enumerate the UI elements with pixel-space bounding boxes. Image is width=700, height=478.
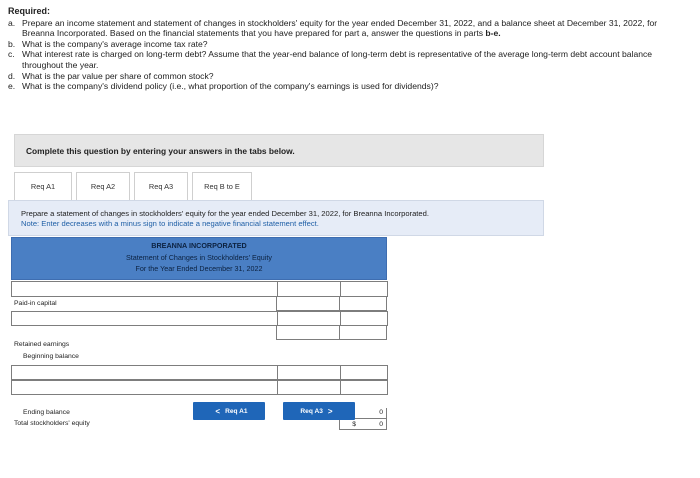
total-input[interactable] xyxy=(340,380,388,395)
total-equity-value[interactable]: $ 0 xyxy=(339,418,387,430)
requirement-item xyxy=(8,71,688,82)
amount-input[interactable] xyxy=(276,325,340,340)
requirement-text xyxy=(22,39,688,50)
prev-tab-button[interactable] xyxy=(193,402,265,420)
ending-balance-label: Ending balance xyxy=(23,409,70,416)
next-tab-label: Req A3 xyxy=(300,407,323,415)
total-input[interactable] xyxy=(339,325,387,340)
tab-req-b-to-e[interactable]: Req B to E xyxy=(192,172,252,200)
prev-tab-label: Req A1 xyxy=(225,407,248,415)
input-row[interactable] xyxy=(11,380,387,395)
amount-input[interactable] xyxy=(277,380,341,395)
requirement-letter: a. xyxy=(8,17,16,28)
input-row[interactable] xyxy=(11,311,387,326)
requirement-body: What is the company's average income tax rate? xyxy=(22,38,208,49)
empty-input-row[interactable] xyxy=(11,281,387,297)
tab-bar xyxy=(14,172,256,200)
question-panel xyxy=(8,200,544,236)
requirement-text xyxy=(22,18,688,39)
paid-in-capital-amount[interactable] xyxy=(276,296,340,311)
requirements xyxy=(8,6,688,92)
amount-input[interactable] xyxy=(277,281,341,297)
instruction-text: Complete this question by entering your answers in the tabs below. xyxy=(26,145,295,156)
requirement-letter: e. xyxy=(8,81,16,92)
ending-balance-value[interactable]: 0 xyxy=(339,408,387,419)
requirement-item xyxy=(8,81,688,92)
total-input[interactable] xyxy=(340,365,388,380)
next-tab-button[interactable] xyxy=(283,402,355,420)
tab-req-a1[interactable]: Req A1 xyxy=(14,172,72,200)
beginning-balance-label: Beginning balance xyxy=(23,353,79,360)
statement-header xyxy=(11,237,387,280)
total-equity-label: Total stockholders' equity xyxy=(14,420,90,427)
statement-period: For the Year Ended December 31, 2022 xyxy=(135,264,263,273)
panel-prompt: Prepare a statement of changes in stockholders' equity for the year ended December 31, 2022, for Breanna Incorporated. xyxy=(21,209,429,218)
requirement-text xyxy=(22,71,688,82)
amount-input[interactable] xyxy=(277,365,341,380)
requirement-item xyxy=(8,49,688,70)
requirement-body: What interest rate is charged on long-term debt? Assume that the year-end balance of long-term debt is representative of the average long-term debt account balance throughout the year. xyxy=(22,49,653,70)
tab-req-a2[interactable]: Req A2 xyxy=(76,172,130,200)
amount-input[interactable] xyxy=(277,311,341,326)
tab-req-a3[interactable]: Req A3 xyxy=(134,172,188,200)
requirement-body: What is the company's dividend policy (i.e., what proportion of the company's earnings is used for dividends)? xyxy=(22,81,439,92)
spacer-row xyxy=(11,326,387,340)
requirement-letter: c. xyxy=(8,49,15,60)
paid-in-capital-total[interactable] xyxy=(339,296,387,311)
requirement-emphasis: b-e. xyxy=(485,28,501,39)
requirement-text xyxy=(22,81,688,92)
requirement-letter: b. xyxy=(8,38,16,49)
chevron-left-icon: < xyxy=(215,406,221,416)
requirement-body: Prepare an income statement and statement of changes in stockholders' equity for the year ended December 31, 2022, and a balance sheet at December 31, 2022, for Breanna Incorporated. Based on the financial statements that you have prepared for part a, answer the questions in parts xyxy=(22,17,658,39)
total-input[interactable] xyxy=(340,281,388,297)
requirement-item xyxy=(8,18,688,39)
total-input[interactable] xyxy=(340,311,388,326)
retained-earnings-row xyxy=(11,340,387,350)
beginning-balance-row xyxy=(11,350,387,363)
panel-note: Note: Enter decreases with a minus sign to indicate a negative financial statement effect. xyxy=(21,218,319,228)
requirement-item xyxy=(8,39,688,50)
retained-earnings-label: Retained earnings xyxy=(14,341,70,348)
requirement-body: What is the par value per share of common stock? xyxy=(22,70,214,81)
requirement-letter: d. xyxy=(8,70,16,81)
required-heading: Required: xyxy=(8,6,51,16)
input-row[interactable] xyxy=(11,365,387,380)
requirement-text xyxy=(22,49,688,70)
paid-in-capital-row xyxy=(11,297,387,311)
chevron-right-icon: > xyxy=(327,406,333,416)
company-name: BREANNA INCORPORATED xyxy=(151,241,247,250)
statement-title: Statement of Changes in Stockholders' Equity xyxy=(125,252,272,262)
paid-in-capital-label: Paid-in capital xyxy=(14,300,57,307)
instruction-bar xyxy=(14,134,544,167)
